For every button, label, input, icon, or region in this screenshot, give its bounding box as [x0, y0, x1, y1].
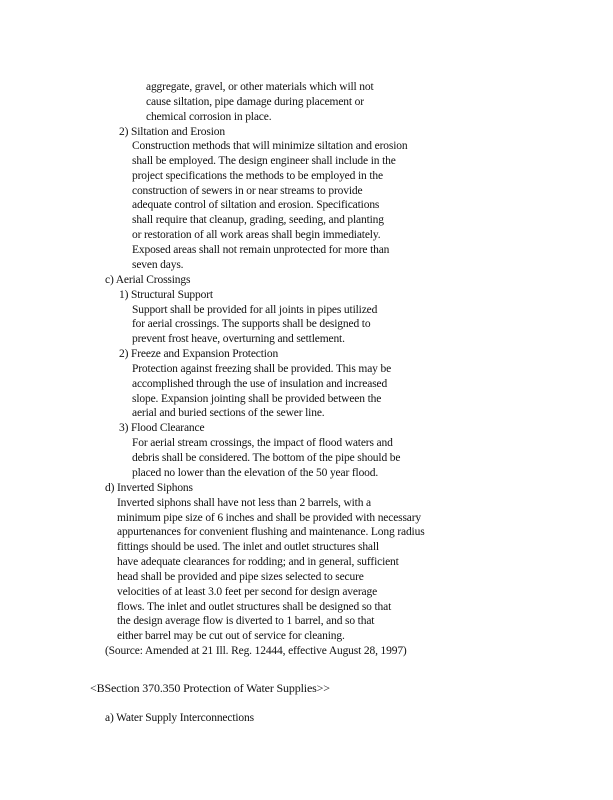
text-line-8: construction of sewers in or near streams to provide [132, 185, 363, 197]
text-line-31: appurtenances for convenient flushing and maintenance. Long radius [117, 526, 425, 538]
source-note: (Source: Amended at 21 Ill. Reg. 12444, effective August 28, 1997) [105, 645, 407, 657]
text-line-38: either barrel may be cut out of service for cleaning. [117, 630, 345, 642]
text-line-21: accomplished through the use of insulation and increased [132, 378, 388, 390]
text-line-11: or restoration of all work areas shall begin immediately. [132, 229, 381, 241]
text-line-29: Inverted siphons shall have not less than 2 barrels, with a [117, 497, 371, 509]
text-line-6: shall be employed. The design engineer shall include in the [132, 155, 396, 167]
text-line-12: Exposed areas shall not remain unprotected for more than [132, 244, 390, 256]
text-line-18: prevent frost heave, overturning and settlement. [132, 333, 345, 345]
text-line-1: aggregate, gravel, or other materials which will not [146, 81, 374, 93]
text-line-10: shall require that cleanup, grading, seeding, and planting [132, 214, 384, 226]
section-heading-water-supply-interconnections: a) Water Supply Interconnections [105, 712, 254, 724]
text-line-23: aerial and buried sections of the sewer line. [132, 407, 325, 419]
text-line-33: have adequate clearances for rodding; and in general, sufficient [117, 556, 399, 568]
section-heading-aerial-crossings: c) Aerial Crossings [105, 274, 191, 286]
section-heading-inverted-siphons: d) Inverted Siphons [105, 482, 193, 494]
text-line-36: flows. The inlet and outlet structures shall be designed so that [117, 601, 392, 613]
item-heading-flood-clearance: 3) Flood Clearance [119, 422, 205, 434]
text-line-37: the design average flow is diverted to 1 barrel, and so that [117, 615, 375, 627]
section-title-370-350: <BSection 370.350 Protection of Water Supplies>> [90, 681, 330, 695]
item-heading-structural-support: 1) Structural Support [119, 289, 213, 301]
text-line-32: fittings should be used. The inlet and outlet structures shall [117, 541, 379, 553]
item-heading-siltation-erosion: 2) Siltation and Erosion [119, 126, 225, 138]
text-line-3: chemical corrosion in place. [146, 111, 272, 123]
text-line-5: Construction methods that will minimize siltation and erosion [132, 140, 408, 152]
text-line-26: debris shall be considered. The bottom of the pipe should be [132, 452, 401, 464]
text-line-13: seven days. [132, 259, 184, 271]
text-line-34: head shall be provided and pipe sizes selected to secure [117, 571, 364, 583]
text-line-20: Protection against freezing shall be provided. This may be [132, 363, 392, 375]
text-line-2: cause siltation, pipe damage during placement or [146, 96, 364, 108]
text-line-16: Support shall be provided for all joints in pipes utilized [132, 304, 378, 316]
item-heading-freeze-expansion: 2) Freeze and Expansion Protection [119, 348, 279, 360]
text-line-17: for aerial crossings. The supports shall be designed to [132, 318, 371, 330]
text-line-22: slope. Expansion jointing shall be provided between the [132, 393, 382, 405]
text-line-27: placed no lower than the elevation of the 50 year flood. [132, 467, 379, 479]
text-line-9: adequate control of siltation and erosion. Specifications [132, 199, 380, 211]
text-line-7: project specifications the methods to be employed in the [132, 170, 383, 182]
text-line-35: velocities of at least 3.0 feet per second for design average [117, 586, 378, 598]
text-line-30: minimum pipe size of 6 inches and shall be provided with necessary [117, 512, 422, 524]
text-line-25: For aerial stream crossings, the impact of flood waters and [132, 437, 393, 449]
